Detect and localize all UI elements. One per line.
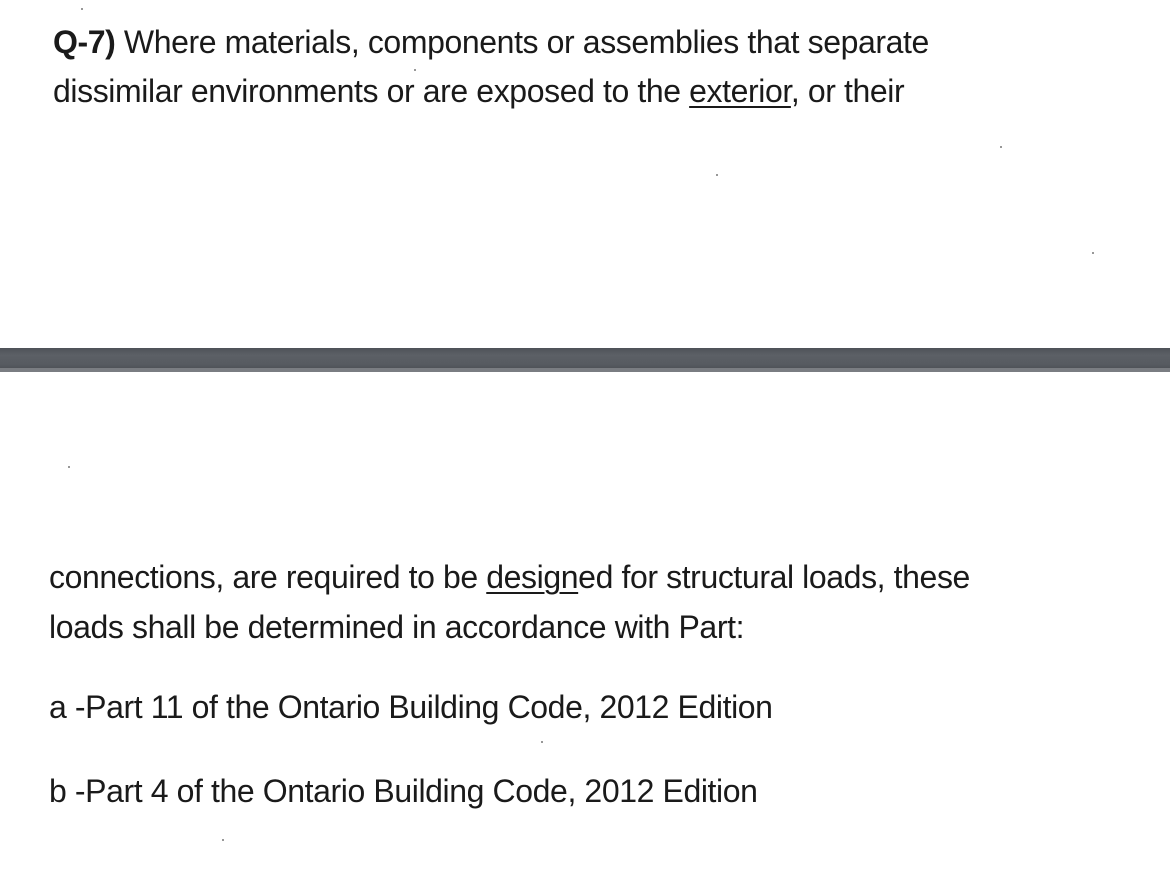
- page-top-section: [0, 0, 1170, 348]
- scan-speck: [1000, 146, 1002, 148]
- question-label: Q-7): [53, 24, 116, 60]
- scan-speck: [81, 8, 83, 10]
- scan-speck: [68, 466, 70, 468]
- underlined-word-design: design: [486, 559, 579, 595]
- underlined-word-exterior: exterior: [689, 73, 791, 109]
- scan-speck: [716, 174, 718, 176]
- question-line-1: [53, 18, 929, 66]
- page-divider-bar: [0, 348, 1170, 372]
- scan-speck: [541, 741, 543, 743]
- question-line-2-before: dissimilar environments or are exposed to the: [53, 73, 690, 109]
- answer-option-b[interactable]: b -Part 4 of the Ontario Building Code, 2012 Edition: [49, 773, 758, 809]
- question-line-3-before: connections, are required to be: [49, 559, 487, 595]
- scan-speck: [414, 69, 416, 71]
- answer-option-a[interactable]: a -Part 11 of the Ontario Building Code, 2012 Edition: [49, 689, 773, 725]
- question-line-3: [49, 553, 970, 601]
- question-line-3-after: ed for structural loads, these: [578, 559, 970, 595]
- scan-speck: [222, 839, 224, 841]
- question-line-2: [53, 67, 904, 115]
- question-line-2-after: , or their: [790, 73, 905, 109]
- question-line-4: loads shall be determined in accordance with Part:: [49, 609, 745, 645]
- scan-speck: [1092, 252, 1094, 254]
- question-line-1-text: Where materials, components or assemblies that separate: [115, 24, 929, 60]
